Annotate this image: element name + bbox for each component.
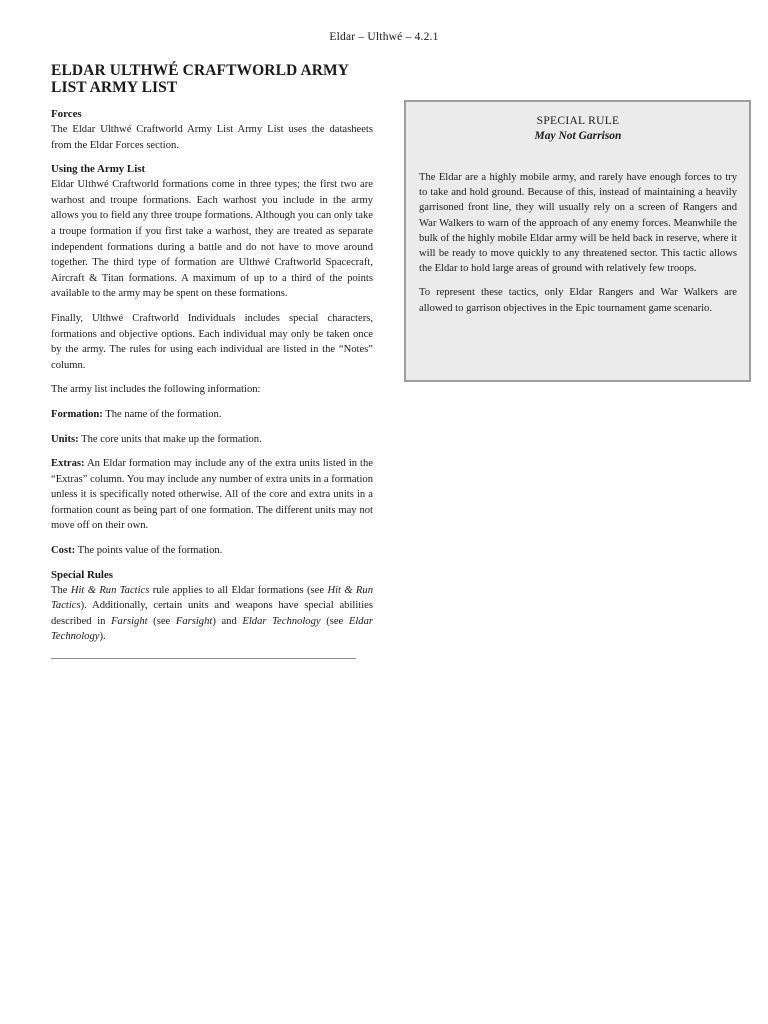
cost-entry [51, 543, 373, 559]
formation-text: The name of the formation. [102, 408, 222, 420]
cost-term: Cost: [51, 545, 76, 557]
sr-text-1: The [51, 584, 71, 596]
special-rule-title: SPECIAL RULE [536, 115, 620, 127]
running-header: Eldar – Ulthwé – 4.2.1 [329, 31, 439, 43]
using-paragraph-1: Eldar Ulthwé Craftworld formations come in three types; the first two are warhost and troupe formations. Each warhost you include in the army allows you to field any three troupe formations. Although you can only take a troupe formation if you first take a warhost, they are treated as separate independent formations during a battle and do not have to move around together. The third type of formation are Ulthwé Craftworld Spacecraft, Aircraft & Titan formations. A maximum of up to a third of the points available to the army may be spent on these formations. [51, 179, 373, 300]
cost-text: The points value of the formation. [75, 545, 223, 557]
sr-text-6: (see [320, 615, 349, 627]
sr-italic-farsight-1: Farsight [111, 615, 148, 627]
using-paragraph-3: The army list includes the following information: [51, 384, 261, 396]
special-rules-text [51, 583, 373, 645]
special-rules-heading: Special Rules [51, 568, 114, 581]
using-army-list-heading: Using the Army List [51, 163, 146, 176]
page-title: ELDAR ULTHWÉ CRAFTWORLD ARMY LIST ARMY LIST [51, 62, 349, 96]
footnote-divider [51, 658, 356, 659]
sr-text-3: ). Additionally, certain units and weapons have special abilities described in [51, 600, 373, 627]
main-column [51, 62, 373, 659]
sr-text-2: rule applies to all Eldar formations (see [149, 584, 328, 596]
special-rule-paragraph-1: The Eldar are a highly mobile army, and rarely have enough forces to try to take and hold ground. Because of this, instead of maintaining a heavily garrisoned front line, they will usually rely on a screen of Rangers and War Walkers to warn of the approach of any enemy forces. Meanwhile the bulk of the highly mobile Eldar army will be held back in reserve, where it will be ready to move quickly to any threatened sector. This tactic allows the Eldar to hold large areas of ground with relatively few troops. [419, 172, 737, 275]
formation-entry [51, 407, 373, 423]
extras-entry [51, 456, 373, 534]
sr-text-4: (see [147, 615, 176, 627]
formation-term: Formation: [51, 408, 103, 420]
units-term: Units: [51, 433, 79, 445]
sr-italic-eldar-tech-2: Eldar Technology [51, 615, 374, 643]
forces-heading: Forces [51, 108, 82, 120]
using-paragraph-2: Finally, Ulthwé Craftworld Individuals includes special characters, formations and objective options. Each individual may only be taken once by the army. The rules for using each individual are listed in the “Notes” column. [51, 312, 373, 371]
sr-italic-eldar-tech-1: Eldar Technology [242, 615, 321, 627]
special-rule-paragraph-2: To represent these tactics, only Eldar Rangers and War Walkers are allowed to garrison objectives in the Epic tournament game scenario. [419, 287, 737, 314]
sr-text-5: ) and [212, 615, 243, 627]
sr-italic-hit-run-1: Hit & Run Tactics [70, 584, 150, 596]
extras-term: Extras: [51, 458, 85, 470]
units-entry [51, 432, 373, 448]
units-text: The core units that make up the formation. [78, 433, 262, 445]
sr-italic-hit-run-2: Hit & Run Tactics [51, 584, 373, 612]
extras-text: An Eldar formation may include any of the extra units listed in the “Extras” column. You may include any number of extra units in a formation unless it is specifically noted otherwise. All of the core and extra units in a formation count as being part of one formation. The different units may not move off on their own. [51, 458, 373, 532]
special-rule-box [404, 100, 751, 382]
special-rule-subtitle: May Not Garrison [534, 130, 622, 142]
forces-text: The Eldar Ulthwé Craftworld Army List Army List uses the datasheets from the Eldar Forces section. [51, 124, 373, 151]
sr-italic-farsight-2: Farsight [175, 615, 213, 627]
sr-text-7: ). [99, 631, 106, 643]
